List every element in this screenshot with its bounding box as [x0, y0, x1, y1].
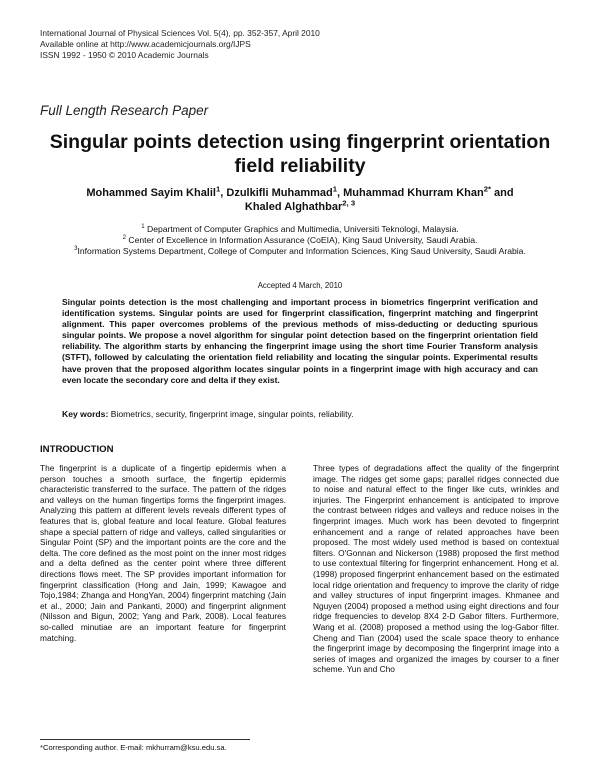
author-affil-mark: 1: [332, 184, 338, 194]
journal-url: Available online at http://www.academicjournals.org/IJPS: [40, 39, 251, 49]
journal-citation: International Journal of Physical Sciences Vol. 5(4), pp. 352-357, April 2010: [40, 28, 320, 38]
author-name: , Muhammad Khurram Khan: [337, 187, 484, 199]
journal-header: [40, 28, 320, 61]
affiliation-text: Department of Computer Graphics and Multimedia, Universiti Teknologi, Malaysia.: [144, 224, 459, 234]
affiliation-text: Information Systems Department, College of Computer and Information Sciences, King Saud University, Saudi Arabia.: [77, 246, 526, 256]
keywords: [62, 409, 538, 419]
accepted-date: Accepted 4 March, 2010: [257, 281, 343, 290]
body-column-left: The fingerprint is a duplicate of a fingertip epidermis when a person touches a smooth surface, the fingertip epidermis characteristic transferred to the surface. The pattern of the ridges and valleys on the human fingertips forms the fingerprint images. Analyzing this pattern at different levels reveals different types of features that is, global feature and local feature. Global features shape a special pattern of ridge and valleys, called singularities or Singular Point (SP) and the important points are the core and the delta. The core defined as the most point on the inner most ridges and a delta defined as the center point where three different directions flows meet. The SP provides important information for fingerprint classification (Hong and Jain, 1999; Kawagoe and Tojo,1984; Zhanga and HongYan, 2004) fingerprint matching (Jain et al., 2000; Jain and Pankanti, 2000) and fingerprint alignment (Nilsson and Bigun, 2002; Yang and Park, 2008). Local features so-called minutiae are an important feature for fingerprint matching.: [40, 463, 286, 643]
paper-type: Full Length Research Paper: [40, 103, 209, 118]
corresponding-author-footnote: *Corresponding author. E-mail: mkhurram@ksu.edu.sa.: [40, 743, 227, 752]
affiliation-text: Center of Excellence in Information Assurance (CoEIA), King Saud University, Saudi Arabia.: [125, 235, 478, 245]
affiliation-mark: 1: [141, 224, 145, 231]
body-column-right: Three types of degradations affect the quality of the fingerprint image. The ridges get some gaps; parallel ridges connected due to noise and natural effect to the finger like cuts, wrinkles and injuries. The Fingerprint enhancement is anticipated to improve the contrast between ridges and valleys and reduce noises in the fingerprint images. Much work has been devoted to fingerprint enhancement and a range of related approaches have been proposed. The most widely used method is based on contextual filters. O'Gonnan and Nickerson (1988) proposed the first method to use contextual filtering for fingerprint enhancement. Hong et al. (1998) proposed fingerprint enhancement based on the estimated local ridge orientation and frequency to improve the clarity of ridge and valley structures of input fingerprint images. Khmanee and Nguyen (2004) proposed a method using eight directions and four ridge frequencies to develop 8X4 2-D Gabor filters. Furthermore, Wang et al. (2008) proposed a method using the log-Gabor filter. Cheng and Tian (2004) used the scale space theory to enhance the fingerprint image by decomposing the fingerprint image into a series of images and organized the images by courser to a finer scheme. Yun and Cho: [313, 463, 559, 675]
author-affil-mark: 2*: [483, 184, 491, 194]
keywords-text: Biometrics, security, fingerprint image, singular points, reliability.: [108, 409, 354, 419]
journal-issn: ISSN 1992 - 1950 © 2010 Academic Journals: [40, 50, 209, 60]
abstract: Singular points detection is the most challenging and important process in biometrics fingerprint verification and identification systems. Singular points are used for fingerprint classification, fingerprint matching and fingerprint alignment. This paper overcomes problems of the previous methods of miss-deducting or deducting spurious singular points. We propose a novel algorithm for singular point detection based on the fingerprint orientation field reliability. The algorithm starts by enhancing the fingerprint image using the short time Fourier Transform analysis (STFT), followed by calculating the orientation field reliability and locating the singular points. Experimental results have proven that the proposed algorithm locates singular points in a fingerprint image with high accuracy and can even locate the secondary core and delta if they exist.: [62, 297, 538, 385]
affiliation-mark: 3: [74, 246, 78, 253]
author-affil-mark: 2, 3: [342, 198, 356, 208]
author-name: and Khaled Alghathbar: [244, 187, 514, 213]
affiliation-3: [60, 246, 540, 257]
affiliation-1: [60, 224, 540, 235]
affiliation-2: [60, 235, 540, 246]
author-name: , Dzulkifli Muhammad: [220, 187, 333, 199]
section-heading: INTRODUCTION: [40, 444, 114, 455]
author-list: [80, 186, 520, 214]
author-affil-mark: 1: [215, 184, 221, 194]
keywords-label: Key words:: [62, 409, 109, 419]
footnote-divider: [40, 739, 250, 740]
author-name: Mohammed Sayim Khalil: [86, 187, 216, 199]
affiliation-mark: 2: [122, 235, 126, 242]
paper-title: Singular points detection using fingerprint orientation field reliability: [49, 131, 551, 177]
affiliations: [60, 224, 540, 257]
